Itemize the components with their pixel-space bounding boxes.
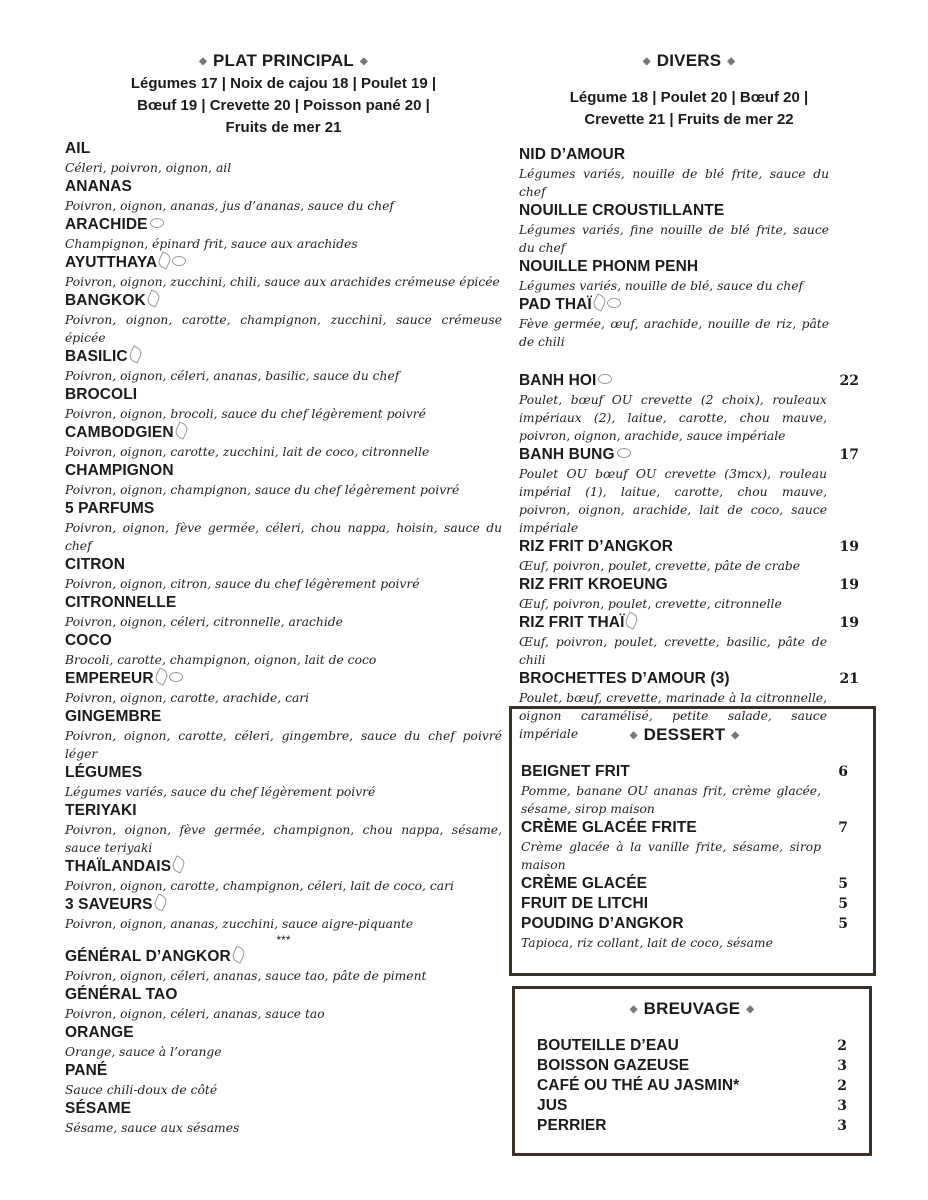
menu-item <box>537 1056 847 1076</box>
dessert-box <box>509 706 876 976</box>
menu-item-description: Poivron, oignon, céleri, citronnelle, arachide <box>65 614 343 629</box>
menu-item-row <box>65 177 502 197</box>
menu-item <box>65 593 502 631</box>
diamond-icon: ◆ <box>731 729 740 741</box>
separator: *** <box>276 932 291 947</box>
menu-list <box>519 145 829 351</box>
menu-item-heading <box>537 1076 739 1096</box>
menu-item-row <box>537 1056 847 1076</box>
menu-item-description: Œuf, poivron, poulet, crevette, pâte de crabe <box>519 558 801 573</box>
menu-item-name: GINGEMBRE <box>65 707 162 725</box>
menu-item-price: 5 <box>838 875 848 892</box>
menu-item-price: 3 <box>837 1057 847 1074</box>
menu-item <box>65 947 502 985</box>
plat-principal-section <box>65 50 502 1137</box>
menu-item-row <box>65 763 502 783</box>
menu-list <box>537 1036 847 1136</box>
menu-item-row <box>537 1116 847 1136</box>
menu-item-description: Légumes variés, nouille de blé, sauce du chef <box>519 278 804 293</box>
menu-item-name: BEIGNET FRIT <box>521 762 630 780</box>
diamond-icon: ◆ <box>727 55 736 67</box>
menu-item-name: ARACHIDE <box>65 215 148 233</box>
menu-item-heading <box>65 461 174 481</box>
menu-item-description: Poivron, oignon, citron, sauce du chef légèrement poivré <box>65 576 420 591</box>
menu-item <box>519 371 859 445</box>
menu-item-row <box>519 295 829 315</box>
menu-item-heading <box>65 947 244 967</box>
menu-item-description: Poivron, oignon, céleri, ananas, basilic, sauce du chef <box>65 368 400 383</box>
menu-item-row <box>65 555 502 575</box>
menu-item-heading <box>519 575 668 595</box>
menu-item-description: Sauce chili-doux de côté <box>65 1082 218 1097</box>
nut-icon <box>598 374 612 384</box>
menu-item-heading <box>65 1023 134 1043</box>
menu-item-price: 17 <box>839 446 859 463</box>
menu-item-heading <box>519 445 631 465</box>
menu-item-row <box>65 631 502 651</box>
menu-item-name: COCO <box>65 631 112 649</box>
pepper-icon <box>624 611 640 629</box>
menu-item-description: Poivron, oignon, céleri, ananas, sauce tao, pâte de piment <box>65 968 427 983</box>
diamond-icon: ◆ <box>746 1003 755 1015</box>
diamond-icon: ◆ <box>642 55 651 67</box>
menu-item-heading <box>521 818 697 838</box>
dessert-title: DESSERT <box>643 725 726 744</box>
menu-item-heading <box>65 139 90 159</box>
pepper-icon <box>157 251 173 269</box>
menu-item-row <box>65 1099 502 1119</box>
menu-item-description: Poivron, oignon, carotte, céleri, gingembre, sauce du chef poivré léger <box>65 728 502 761</box>
pepper-icon <box>127 345 143 363</box>
menu-item-name: PANÉ <box>65 1061 108 1079</box>
menu-item-description: Poivron, oignon, carotte, zucchini, lait de coco, citronnelle <box>65 444 430 459</box>
menu-item-name: BANH HOI <box>519 371 597 389</box>
menu-item <box>65 707 502 763</box>
menu-item-row <box>519 371 859 391</box>
section-title <box>521 721 848 750</box>
menu-item-name: AYUTTHAYA <box>65 253 158 271</box>
menu-item <box>65 631 502 669</box>
menu-item-heading <box>521 894 648 914</box>
menu-item-heading <box>65 985 177 1005</box>
divers-section <box>519 50 859 743</box>
menu-item <box>65 1023 502 1061</box>
menu-item <box>65 291 502 347</box>
menu-item-description: Crème glacée à la vanille frite, sésame, sirop maison <box>521 839 821 872</box>
menu-item-description: Poivron, oignon, céleri, ananas, sauce tao <box>65 1006 325 1021</box>
nut-icon <box>172 256 186 266</box>
menu-item-description: Sésame, sauce aux sésames <box>65 1120 240 1135</box>
menu-item-name: BROCOLI <box>65 385 138 403</box>
menu-item <box>519 145 829 201</box>
menu-item <box>65 763 502 801</box>
menu-item-heading <box>519 295 621 315</box>
menu-item-heading <box>65 669 183 689</box>
menu-item-description: Poulet, bœuf OU crevette (2 choix), rouleaux impériaux (2), laitue, carotte, chou mauve, poivron, oignon, arachide, sauce impériale <box>519 392 827 443</box>
menu-item-name: ANANAS <box>65 177 132 195</box>
menu-item-name: NOUILLE CROUSTILLANTE <box>519 201 725 219</box>
menu-item-name: AIL <box>65 139 91 157</box>
menu-item-price: 2 <box>837 1077 847 1094</box>
menu-item-heading <box>65 215 164 235</box>
menu-item <box>65 1061 502 1099</box>
menu-item <box>65 177 502 215</box>
menu-item-row <box>519 669 859 689</box>
menu-item-heading <box>519 145 625 165</box>
menu-item-name: NOUILLE PHONM PENH <box>519 257 699 275</box>
menu-item-description: Poivron, oignon, zucchini, chili, sauce aux arachides crémeuse épicée <box>65 274 500 289</box>
divers-title: DIVERS <box>656 51 722 70</box>
menu-item-name: PERRIER <box>537 1116 607 1134</box>
menu-item-heading <box>537 1096 567 1116</box>
menu-item-row <box>65 347 502 367</box>
menu-item-row <box>519 145 829 165</box>
menu-item <box>519 201 829 257</box>
menu-item <box>65 423 502 461</box>
menu-item-heading <box>65 895 166 915</box>
menu-item-price: 19 <box>839 614 859 631</box>
menu-item-name: BASILIC <box>65 347 128 365</box>
menu-item-name: CRÈME GLACÉE <box>521 874 648 892</box>
menu-item <box>65 139 502 177</box>
menu-item-heading <box>519 257 698 277</box>
menu-item-row <box>65 669 502 689</box>
menu-item-description: Poulet OU bœuf OU crevette (3mcx), rouleau impérial (1), laitue, carotte, chou mauve, poivron, oignon, arachide, lait de coco, sauce impériale <box>519 466 827 535</box>
menu-item <box>65 669 502 707</box>
price-line: Légumes 17 | Noix de cajou 18 | Poulet 19 | <box>130 74 437 92</box>
menu-item <box>521 818 848 874</box>
menu-item-description: Poivron, oignon, carotte, arachide, cari <box>65 690 310 705</box>
price-list <box>519 87 859 131</box>
menu-item <box>537 1116 847 1136</box>
menu-item <box>519 445 859 537</box>
price-line: Fruits de mer 21 <box>225 118 342 136</box>
menu-item-description: Œuf, poivron, poulet, crevette, basilic, pâte de chili <box>519 634 827 667</box>
menu-item-heading <box>65 385 137 405</box>
menu-item-name: POUDING D’ANGKOR <box>521 914 684 932</box>
menu-item-heading <box>519 371 612 391</box>
price-line: Crevette 21 | Fruits de mer 22 <box>584 110 794 128</box>
menu-item-price: 3 <box>837 1097 847 1114</box>
pepper-icon <box>591 293 607 311</box>
pepper-icon <box>145 289 161 307</box>
menu-item-heading <box>65 593 176 613</box>
menu-item-row <box>65 593 502 613</box>
menu-item-row <box>65 215 502 235</box>
menu-item <box>537 1076 847 1096</box>
menu-item <box>521 762 848 818</box>
menu-item-row <box>65 461 502 481</box>
menu-item-name: GÉNÉRAL D’ANGKOR <box>65 947 231 965</box>
pepper-icon <box>152 893 168 911</box>
menu-item-heading <box>65 857 184 877</box>
menu-item-name: BOISSON GAZEUSE <box>537 1056 690 1074</box>
menu-item <box>65 857 502 895</box>
menu-list <box>65 947 502 1137</box>
menu-item-row <box>65 985 502 1005</box>
menu-item-row <box>65 1061 502 1081</box>
menu-item-price: 22 <box>839 372 859 389</box>
menu-item-heading <box>65 1061 107 1081</box>
menu-item-row <box>65 139 502 159</box>
menu-item <box>65 347 502 385</box>
menu-item-name: RIZ FRIT KROEUNG <box>519 575 668 593</box>
menu-item-name: THAÏLANDAIS <box>65 857 172 875</box>
menu-list <box>519 371 859 743</box>
menu-item <box>519 295 829 351</box>
menu-item-name: RIZ FRIT D’ANGKOR <box>519 537 674 555</box>
menu-item-name: CHAMPIGNON <box>65 461 174 479</box>
menu-item-name: NID D’AMOUR <box>519 145 626 163</box>
menu-item-heading <box>65 291 159 311</box>
menu-item-heading <box>65 707 162 727</box>
menu-item-name: 5 PARFUMS <box>65 499 155 517</box>
menu-item-description: Champignon, épinard frit, sauce aux arachides <box>65 236 358 251</box>
price-line: Bœuf 19 | Crevette 20 | Poisson pané 20 | <box>137 96 430 114</box>
menu-item <box>65 1099 502 1137</box>
menu-item-name: CITRONNELLE <box>65 593 177 611</box>
menu-item-name: BANH BUNG <box>519 445 615 463</box>
menu-item-heading <box>65 177 132 197</box>
menu-item-name: TERIYAKI <box>65 801 137 819</box>
menu-item-description: Poivron, oignon, champignon, sauce du chef légèrement poivré <box>65 482 460 497</box>
section-title <box>519 50 859 73</box>
menu-item-heading <box>65 423 187 443</box>
menu-item-row <box>65 499 502 519</box>
menu-item <box>65 385 502 423</box>
menu-item-heading <box>65 631 112 651</box>
menu-item-description: Céleri, poivron, oignon, ail <box>65 160 232 175</box>
menu-item-price: 2 <box>837 1037 847 1054</box>
section-title <box>537 997 847 1022</box>
menu-item-row <box>521 874 848 894</box>
menu-item-row <box>519 445 859 465</box>
menu-item-row <box>65 291 502 311</box>
menu-item-name: CAMBODGIEN <box>65 423 174 441</box>
menu-item-price: 19 <box>839 538 859 555</box>
menu-item-price: 3 <box>837 1117 847 1134</box>
menu-item <box>65 555 502 593</box>
menu-item-heading <box>65 555 125 575</box>
nut-icon <box>150 218 164 228</box>
menu-item-heading <box>519 201 724 221</box>
price-line: Légume 18 | Poulet 20 | Bœuf 20 | <box>569 88 809 106</box>
menu-item-name: PAD THAÏ <box>519 295 592 313</box>
menu-item-row <box>537 1096 847 1116</box>
menu-item-heading <box>521 914 684 934</box>
menu-item-heading <box>537 1116 607 1136</box>
menu-list <box>521 762 848 952</box>
nut-icon <box>617 448 631 458</box>
menu-item-description: Poivron, oignon, fève germée, céleri, chou nappa, hoisin, sauce du chef <box>65 520 502 553</box>
menu-item-name: BROCHETTES D’AMOUR (3) <box>519 669 730 687</box>
menu-item-row <box>537 1036 847 1056</box>
menu-item-row <box>65 947 502 967</box>
menu-item-heading <box>537 1036 679 1056</box>
menu-item <box>519 613 859 669</box>
menu-list <box>65 139 502 933</box>
menu-item-row <box>65 423 502 443</box>
menu-item-name: LÉGUMES <box>65 763 143 781</box>
diamond-icon: ◆ <box>629 729 638 741</box>
menu-item-heading <box>519 613 637 633</box>
menu-item-row <box>519 257 829 277</box>
menu-item <box>65 253 502 291</box>
menu-item-description: Fève germée, œuf, arachide, nouille de riz, pâte de chili <box>519 316 829 349</box>
menu-item-heading <box>521 874 647 894</box>
nut-icon <box>169 672 183 682</box>
nut-icon <box>607 298 621 308</box>
menu-item-description: Orange, sauce à l’orange <box>65 1044 222 1059</box>
menu-item-row <box>519 201 829 221</box>
diamond-icon: ◆ <box>199 55 207 67</box>
menu-item-description: Légumes variés, sauce du chef légèrement poivré <box>65 784 376 799</box>
pepper-icon <box>230 945 246 963</box>
menu-item-heading <box>521 762 630 782</box>
menu-item-row <box>65 253 502 273</box>
menu-item-description: Poivron, oignon, brocoli, sauce du chef légèrement poivré <box>65 406 426 421</box>
menu-item <box>519 575 859 613</box>
plat-principal-title: PLAT PRINCIPAL <box>213 51 354 70</box>
menu-item-name: CITRON <box>65 555 126 573</box>
pepper-icon <box>171 855 187 873</box>
menu-item-price: 19 <box>839 576 859 593</box>
menu-item-name: 3 SAVEURS <box>65 895 153 913</box>
menu-item <box>521 894 848 914</box>
menu-item-heading <box>537 1056 689 1076</box>
diamond-icon: ◆ <box>360 55 368 67</box>
menu-item <box>521 874 848 894</box>
menu-item-row <box>65 707 502 727</box>
menu-item-price: 7 <box>838 819 848 836</box>
menu-item-description: Légumes variés, fine nouille de blé frite, sauce du chef <box>519 222 829 255</box>
menu-item <box>65 801 502 857</box>
section-title <box>65 50 502 73</box>
menu-item-row <box>65 801 502 821</box>
menu-item-name: ORANGE <box>65 1023 134 1041</box>
menu-item <box>65 461 502 499</box>
menu-item-row <box>521 894 848 914</box>
menu-item-heading <box>65 347 141 367</box>
menu-item-row <box>521 818 848 838</box>
pepper-icon <box>173 421 189 439</box>
diamond-icon: ◆ <box>629 1003 638 1015</box>
menu-item <box>537 1096 847 1116</box>
menu-item-price: 5 <box>838 915 848 932</box>
menu-item-row <box>521 762 848 782</box>
menu-item-description: Pomme, banane OU ananas frit, crème glacée, sésame, sirop maison <box>521 783 821 816</box>
menu-item-description: Poivron, oignon, fève germée, champignon, chou nappa, sésame, sauce teriyaki <box>65 822 502 855</box>
menu-item-name: BANGKOK <box>65 291 146 309</box>
menu-item-heading <box>519 669 730 689</box>
menu-item-description: Poulet, bœuf, crevette, marinade à la citronnelle, oignon caramélisé, petite salade, sauce impériale <box>519 690 827 741</box>
menu-item-heading <box>65 1099 131 1119</box>
menu-item-heading <box>65 499 154 519</box>
menu-item <box>519 257 829 295</box>
menu-item-name: GÉNÉRAL TAO <box>65 985 178 1003</box>
menu-item-row <box>65 895 502 915</box>
menu-item-row <box>521 914 848 934</box>
menu-item-heading <box>65 801 137 821</box>
menu-item <box>65 215 502 253</box>
menu-item-description: Poivron, oignon, ananas, zucchini, sauce aigre-piquante <box>65 916 414 931</box>
menu-item-name: EMPEREUR <box>65 669 154 687</box>
menu-item-name: JUS <box>537 1096 568 1114</box>
menu-item-heading <box>65 763 142 783</box>
menu-item-description: Brocoli, carotte, champignon, oignon, lait de coco <box>65 652 377 667</box>
menu-item-heading <box>65 253 186 273</box>
menu-item-name: CAFÉ OU THÉ AU JASMIN* <box>537 1076 740 1094</box>
price-list <box>65 73 502 139</box>
breuvage-title: BREUVAGE <box>643 999 741 1018</box>
menu-item-row <box>65 1023 502 1043</box>
menu-item-row <box>65 385 502 405</box>
menu-item-row <box>519 575 859 595</box>
menu-item-name: BOUTEILLE D’EAU <box>537 1036 679 1054</box>
menu-item-row <box>519 613 859 633</box>
menu-item-price: 5 <box>838 895 848 912</box>
menu-item <box>65 499 502 555</box>
menu-item <box>65 985 502 1023</box>
menu-item-description: Poivron, oignon, ananas, jus d’ananas, sauce du chef <box>65 198 394 213</box>
menu-item-row <box>537 1076 847 1096</box>
menu-item-description: Tapioca, riz collant, lait de coco, sésame <box>521 935 773 950</box>
menu-item-row <box>65 857 502 877</box>
menu-item <box>65 895 502 933</box>
menu-item-description: Légumes variés, nouille de blé frite, sauce du chef <box>519 166 829 199</box>
menu-item-description: Poivron, oignon, carotte, champignon, céleri, lait de coco, cari <box>65 878 454 893</box>
menu-item-name: RIZ FRIT THAÏ <box>519 613 625 631</box>
menu-item-row <box>519 537 859 557</box>
menu-item-name: FRUIT DE LITCHI <box>521 894 649 912</box>
pepper-icon <box>153 667 169 685</box>
menu-item-price: 6 <box>838 763 848 780</box>
menu-item <box>521 914 848 952</box>
menu-item-description: Œuf, poivron, poulet, crevette, citronnelle <box>519 596 782 611</box>
menu-item-price: 21 <box>839 670 859 687</box>
menu-item <box>537 1036 847 1056</box>
menu-item <box>519 537 859 575</box>
menu-item-description: Poivron, oignon, carotte, champignon, zucchini, sauce crémeuse épicée <box>65 312 502 345</box>
menu-item-heading <box>519 537 673 557</box>
breuvage-box <box>512 986 872 1156</box>
menu-item-name: SÉSAME <box>65 1099 132 1117</box>
menu-item-name: CRÈME GLACÉE FRITE <box>521 818 697 836</box>
